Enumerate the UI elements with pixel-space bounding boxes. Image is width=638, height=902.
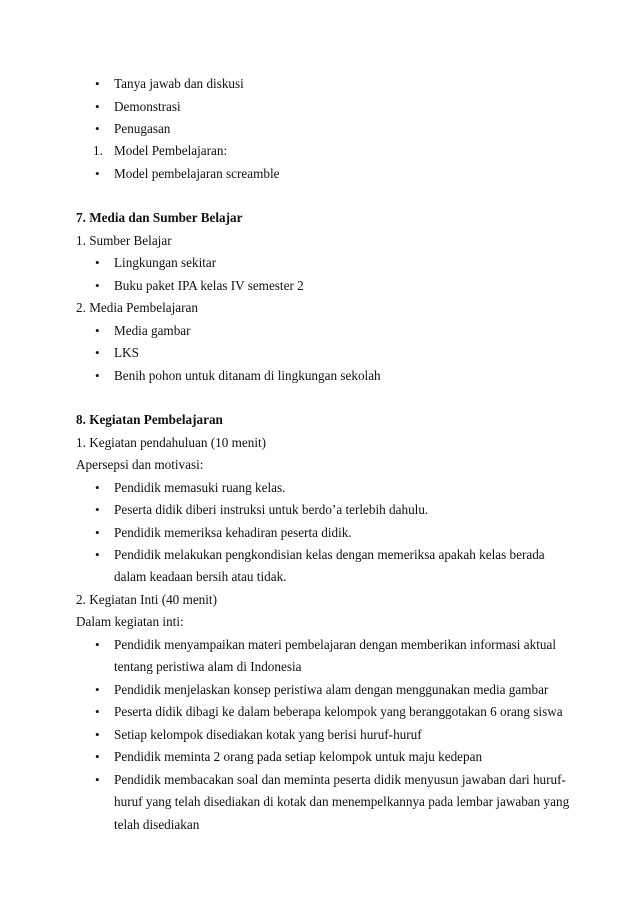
numbered-item-model: 1. Model Pembelajaran: bbox=[93, 143, 228, 158]
list-item-continuation: huruf yang telah disediakan di kotak dan menempelkannya pada lembar jawaban yang bbox=[114, 794, 570, 809]
subsection-title: 1. Kegiatan pendahuluan (10 menit) bbox=[76, 435, 267, 450]
list-item: • Pendidik menjelaskan konsep peristiwa alam dengan menggunakan media gambar bbox=[95, 682, 549, 697]
bullet-icon: • bbox=[95, 323, 100, 338]
bullet-icon: • bbox=[95, 345, 100, 360]
section-heading-7: 7. Media dan Sumber Belajar bbox=[76, 210, 243, 225]
list-item: • Pendidik meminta 2 orang pada setiap kelompok untuk maju kedepan bbox=[95, 749, 483, 764]
list-item: • Pendidik membacakan soal dan meminta peserta didik menyusun jawaban dari huruf- bbox=[95, 772, 566, 787]
bullet-icon: • bbox=[95, 547, 100, 562]
list-item: • Media gambar bbox=[95, 323, 191, 338]
subsection-title: 2. Kegiatan Inti (40 menit) bbox=[76, 592, 217, 607]
list-item: • Model pembelajaran screamble bbox=[95, 166, 280, 181]
bullet-icon: • bbox=[95, 704, 100, 719]
list-item: • Peserta didik diberi instruksi untuk berdo’a terlebih dahulu. bbox=[95, 502, 429, 517]
bullet-icon: • bbox=[95, 727, 100, 742]
paragraph: Dalam kegiatan inti: bbox=[76, 614, 184, 629]
list-item: • Setiap kelompok disediakan kotak yang berisi huruf-huruf bbox=[95, 727, 422, 742]
bullet-icon: • bbox=[95, 682, 100, 697]
list-item: • Demonstrasi bbox=[95, 99, 181, 114]
list-item: • Pendidik menyampaikan materi pembelajaran dengan memberikan informasi aktual bbox=[95, 637, 556, 652]
list-item-continuation: tentang peristiwa alam di Indonesia bbox=[114, 659, 302, 674]
list-item: • LKS bbox=[95, 345, 139, 360]
list-item-continuation: telah disediakan bbox=[114, 817, 200, 832]
list-item: • Buku paket IPA kelas IV semester 2 bbox=[95, 278, 304, 293]
paragraph: Apersepsi dan motivasi: bbox=[76, 457, 204, 472]
bullet-icon: • bbox=[95, 278, 100, 293]
bullet-icon: • bbox=[95, 502, 100, 517]
bullet-icon: • bbox=[95, 99, 100, 114]
subsection-title: 2. Media Pembelajaran bbox=[76, 300, 198, 315]
bullet-icon: • bbox=[95, 749, 100, 764]
list-item: • Peserta didik dibagi ke dalam beberapa kelompok yang beranggotakan 6 orang siswa bbox=[95, 704, 563, 719]
bullet-icon: • bbox=[95, 637, 100, 652]
list-item: • Penugasan bbox=[95, 121, 171, 136]
list-item: • Tanya jawab dan diskusi bbox=[95, 76, 244, 91]
bullet-icon: • bbox=[95, 255, 100, 270]
list-item-continuation: dalam keadaan bersih atau tidak. bbox=[114, 569, 287, 584]
bullet-icon: • bbox=[95, 772, 100, 787]
list-item: • Pendidik memeriksa kehadiran peserta didik. bbox=[95, 525, 352, 540]
list-item: • Pendidik memasuki ruang kelas. bbox=[95, 480, 286, 495]
subsection-title: 1. Sumber Belajar bbox=[76, 233, 172, 248]
list-item: • Lingkungan sekitar bbox=[95, 255, 217, 270]
section-heading-8: 8. Kegiatan Pembelajaran bbox=[76, 412, 223, 427]
list-item: • Benih pohon untuk ditanam di lingkungan sekolah bbox=[95, 368, 381, 383]
bullet-icon: • bbox=[95, 76, 100, 91]
bullet-icon: • bbox=[95, 121, 100, 136]
bullet-icon: • bbox=[95, 166, 100, 181]
bullet-icon: • bbox=[95, 368, 100, 383]
bullet-icon: • bbox=[95, 525, 100, 540]
list-item: • Pendidik melakukan pengkondisian kelas dengan memeriksa apakah kelas berada bbox=[95, 547, 545, 562]
bullet-icon: • bbox=[95, 480, 100, 495]
